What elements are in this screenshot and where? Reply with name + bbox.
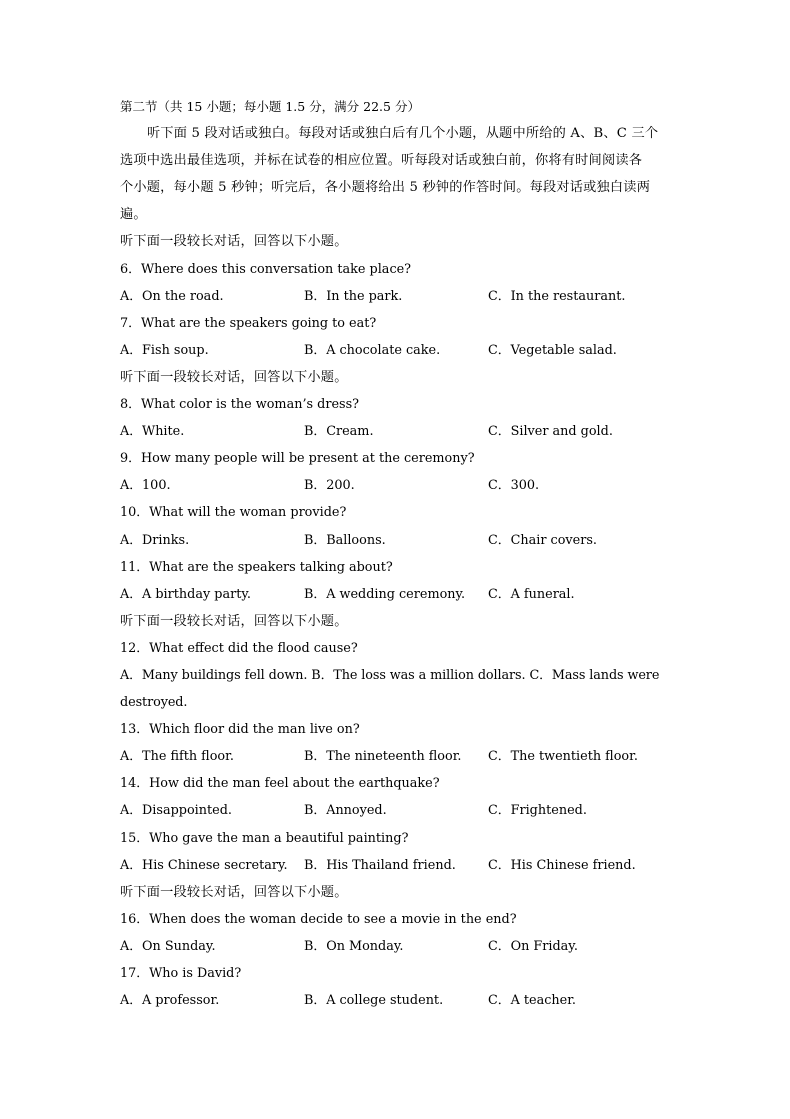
option-a: A．A birthday party. [120,586,251,602]
option-b: B．In the park. [304,288,403,304]
answer-options [120,987,680,1014]
option-b: B．A college student. [304,993,444,1009]
option-c: C．The twentieth floor. [488,749,638,765]
answer-options [120,337,680,364]
answer-options [120,283,680,310]
option-b: B．Cream. [304,424,374,440]
option-b: B．A wedding ceremony. [304,586,466,602]
instruction-line: 听下面 5 段对话或独白。每段对话或独白后有几个小题，从题中所给的 A、B、C 三个 [147,126,659,142]
option-c: C．Frightened. [488,803,587,819]
option-a: A．Fish soup. [120,342,209,358]
instruction-line: 选项中选出最佳选项，并标在试卷的相应位置。听每段对话或独白前，你将有时间阅读各 [120,153,643,169]
instruction-line: 个小题，每小题 5 秒钟；听完后，各小题将给出 5 秒钟的作答时间。每段对话或独白读两 [120,180,651,196]
question-stem: 16．When does the woman decide to see a movie in the end? [120,911,517,927]
answer-options [120,472,680,499]
dialogue-heading: 听下面一段较长对话，回答以下小题。 [120,234,348,250]
dialogue-heading: 听下面一段较长对话，回答以下小题。 [120,613,348,629]
question-stem: 12．What effect did the flood cause? [120,640,358,656]
question-stem: 11．What are the speakers talking about? [120,559,393,575]
option-c: C．In the restaurant. [488,288,626,304]
question-list [120,228,680,1014]
section-title: 第二节（共 15 小题；每小题 1.5 分，满分 22.5 分） [120,99,420,114]
question-stem: 14．How did the man feel about the earthquake? [120,776,440,792]
option-c: C．A teacher. [488,993,577,1009]
option-b: B．His Thailand friend. [304,857,456,873]
question-stem: 15．Who gave the man a beautiful painting? [120,830,409,846]
option-c: C．Silver and gold. [488,424,613,440]
question-stem: 6．Where does this conversation take place? [120,261,412,277]
option-a: A．Drinks. [120,532,190,548]
option-a: A．A professor. [120,993,220,1009]
option-c: C．On Friday. [488,938,578,954]
question-stem: 8．What color is the woman’s dress? [120,397,360,413]
answer-options [120,933,680,960]
option-c: C．Vegetable salad. [488,342,617,358]
option-a: A．100. [120,478,171,494]
question-stem: 13．Which floor did the man live on? [120,722,360,738]
answer-options [120,852,680,879]
option-c: C．Chair covers. [488,532,597,548]
instruction-line: 遍。 [120,207,147,223]
options-text-line: destroyed. [120,695,188,711]
options-text-line: A．Many buildings fell down. B．The loss was a million dollars. C．Mass lands were [120,667,660,683]
option-c: C．A funeral. [488,586,575,602]
option-a: A．On Sunday. [120,938,216,954]
question-stem: 9．How many people will be present at the ceremony? [120,451,475,467]
answer-options [120,527,680,554]
dialogue-heading: 听下面一段较长对话，回答以下小题。 [120,369,348,385]
option-b: B．Balloons. [304,532,386,548]
answer-options [120,797,680,824]
option-a: A．White. [120,424,185,440]
option-a: A．The fifth floor. [120,749,234,765]
option-b: B．200. [304,478,355,494]
question-stem: 10．What will the woman provide? [120,505,347,521]
option-a: A．His Chinese secretary. [120,857,288,873]
option-b: B．On Monday. [304,938,404,954]
question-stem: 17．Who is David? [120,966,242,981]
option-b: B．A chocolate cake. [304,342,441,358]
answer-options [120,581,680,608]
option-c: C．300. [488,478,540,494]
option-b: B．The nineteenth floor. [304,749,462,765]
exam-page [120,93,680,1014]
answer-options [120,743,680,770]
option-a: A．On the road. [120,288,224,304]
option-b: B．Annoyed. [304,803,387,819]
answer-options [120,418,680,445]
dialogue-heading: 听下面一段较长对话，回答以下小题。 [120,884,348,900]
option-c: C．His Chinese friend. [488,857,636,873]
option-a: A．Disappointed. [120,803,232,819]
question-stem: 7．What are the speakers going to eat? [120,315,377,331]
